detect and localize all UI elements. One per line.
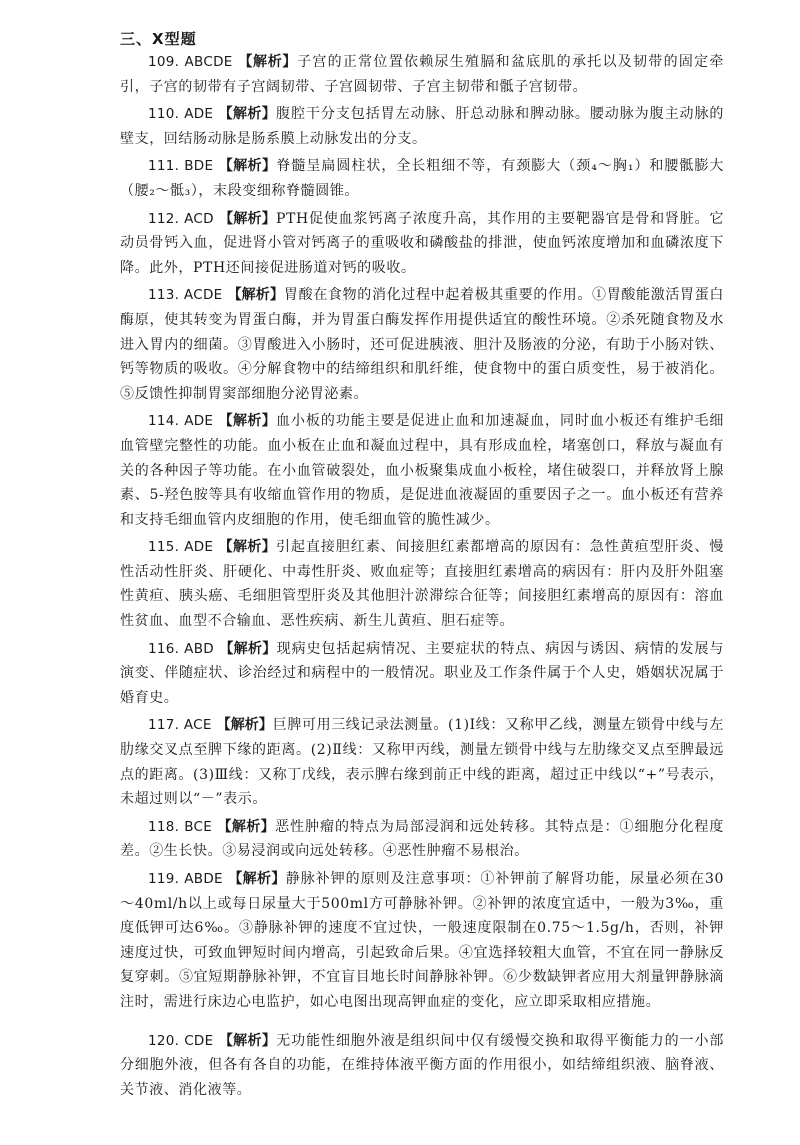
answer-number: 117. ACE	[148, 717, 212, 734]
analysis-text: PTH促使血浆钙离子浓度升高，其作用的主要靶器官是骨和肾脏。它动员骨钙入血，促进肾小管对钙离子的重吸收和磷酸盐的排泄，使血钙浓度增加和血磷浓度下降。此外，PTH还间接促进肠道对钙的吸收。	[120, 210, 724, 276]
analysis-text: 腹腔干分支包括胃左动脉、肝总动脉和脾动脉。腰动脉为腹主动脉的壁支，回结肠动脉是肠系膜上动脉发出的分支。	[120, 106, 725, 147]
answer-entry-110	[120, 102, 724, 151]
analysis-text: 脊髓呈扁圆柱状，全长粗细不等，有颈膨大（颈₄～胸₁）和腰骶膨大（腰₂～骶₃），末段变细称脊髓圆锥。	[120, 158, 725, 199]
analysis-text: 子宫的正常位置依赖尿生殖膈和盆底肌的承托以及韧带的固定牵引，子宫的韧带有子宫阔韧带、子宫圆韧带、子宫主韧带和骶子宫韧带。	[120, 54, 724, 95]
analysis-text: 无功能性细胞外液是组织间中仅有缓慢交换和取得平衡能力的一小部分细胞外液，但各有各自的功能，在维持体液平衡方面的作用很小，如结缔组织液、脑脊液、关节液、消化液等。	[120, 1032, 725, 1098]
answer-entry-120	[120, 1029, 724, 1103]
answer-entry-119	[120, 867, 724, 1015]
answer-entry-113	[120, 283, 724, 406]
analysis-tag: 【解析】	[216, 717, 273, 734]
analysis-text: 巨脾可用三线记录法测量。(1)Ⅰ线：又称甲乙线，测量左锁骨中线与左肋缘交叉点至脾下缘的距离。(2)Ⅱ线：又称甲丙线，测量左锁骨中线与左肋缘交叉点至脾最远点的距离。(3)Ⅲ线：又称丁戊线，表示脾右缘到前正中线的距离，超过正中线以“+”号表示，未超过则以“－”表示。	[120, 717, 724, 808]
analysis-tag: 【解析】	[238, 54, 298, 70]
answer-entry-109	[120, 50, 724, 99]
analysis-tag: 【解析】	[227, 287, 284, 304]
analysis-tag: 【解析】	[218, 539, 277, 556]
analysis-text: 胃酸在食物的消化过程中起着极其重要的作用。①胃酸能激活胃蛋白酶原，使其转变为胃蛋白酶，并为胃蛋白酶发挥作用提供适宜的酸性环境。②杀死随食物及水进入胃内的细菌。③胃酸进入小肠时，还可促进胰液、胆汁及肠液的分泌，有助于小肠对铁、钙等物质的吸收。④分解食物中的结缔组织和肌纤维，使食物中的蛋白质变性，易于被消化。⑤反馈性抑制胃窦部细胞分泌胃泌素。	[120, 287, 725, 402]
analysis-tag: 【解析】	[218, 158, 277, 175]
answer-number: 119. ABDE	[148, 871, 223, 887]
answer-entry-111	[120, 154, 724, 203]
analysis-text: 现病史包括起病情况、主要症状的特点、病因与诱因、病情的发展与演变、伴随症状、诊治经过和病程中的一般情况。职业及工作条件属于个人史，婚姻状况属于婚育史。	[120, 640, 724, 706]
answer-number: 111. BDE	[148, 158, 214, 175]
answer-number: 114. ADE	[148, 413, 214, 430]
answer-number: 120. CDE	[148, 1032, 214, 1049]
answer-number: 110. ADE	[148, 106, 214, 123]
answer-number: 112. ACD	[148, 210, 214, 227]
analysis-tag: 【解析】	[219, 640, 277, 657]
analysis-tag: 【解析】	[219, 210, 277, 227]
analysis-text: 血小板的功能主要是促进止血和加速凝血，同时血小板还有维护毛细血管壁完整性的功能。血小板在止血和凝血过程中，具有形成血栓，堵塞创口，释放与凝血有关的各种因子等功能。在小血管破裂处，血小板聚集成血小板栓，堵住破裂口，并释放肾上腺素、5-羟色胺等具有收缩血管作用的物质，是促进血液凝固的重要因子之一。血小板还有营养和支持毛细血管内皮细胞的作用，使毛细血管的脆性减少。	[120, 413, 725, 528]
analysis-text: 恶性肿瘤的特点为局部浸润和远处转移。其特点是：①细胞分化程度差。②生长快。③易浸润或向远处转移。④恶性肿瘤不易根治。	[120, 818, 725, 860]
answer-entry-115	[120, 535, 724, 633]
answer-number: 113. ACDE	[148, 287, 223, 304]
analysis-tag: 【解析】	[228, 871, 286, 887]
analysis-tag: 【解析】	[218, 106, 277, 123]
answer-number: 118. BCE	[148, 818, 213, 835]
answer-entry-116	[120, 637, 724, 711]
answer-number: 116. ABD	[148, 640, 214, 657]
analysis-tag: 【解析】	[218, 1032, 277, 1049]
answer-entry-117	[120, 713, 724, 811]
analysis-tag: 【解析】	[218, 413, 277, 430]
answer-number: 109. ABCDE	[148, 54, 233, 70]
analysis-text: 静脉补钾的原则及注意事项：①补钾前了解肾功能，尿量必须在30～40ml/h以上或每日尿量大于500ml方可静脉补钾。②补钾的浓度宜适中，一般为3‰，重度低钾可达6‰。③静脉补钾的速度不宜过快，一般速度限制在0.75～1.5g/h，否则，补钾速度过快，可致血钾短时间内增高，引起致命后果。④宜选择较粗大血管，不宜在同一静脉反复穿刺。⑤宜短期静脉补钾，不宜盲目地长时间静脉补钾。⑥少数缺钾者应用大剂量钾静脉滴注时，需进行床边心电监护，如心电图出现高钾血症的变化，应立即采取相应措施。	[120, 871, 725, 1010]
answer-entry-112	[120, 207, 724, 281]
answer-list	[120, 50, 724, 1105]
answer-number: 115. ADE	[148, 539, 214, 556]
analysis-tag: 【解析】	[217, 818, 276, 835]
analysis-text: 引起直接胆红素、间接胆红素都增高的原因有：急性黄疸型肝炎、慢性活动性肝炎、肝硬化、中毒性肝炎、败血症等；直接胆红素增高的病因有：肝内及肝外阻塞性黄疸、胰头癌、毛细胆管型肝炎及其他胆汁淤滞综合征等；间接胆红素增高的原因有：溶血性贫血、血型不合输血、恶性疾病、新生儿黄疸、胆石症等。	[120, 539, 725, 630]
answer-entry-114	[120, 409, 724, 532]
section-title: 三、X型题	[120, 30, 197, 48]
answer-entry-118	[120, 815, 724, 864]
